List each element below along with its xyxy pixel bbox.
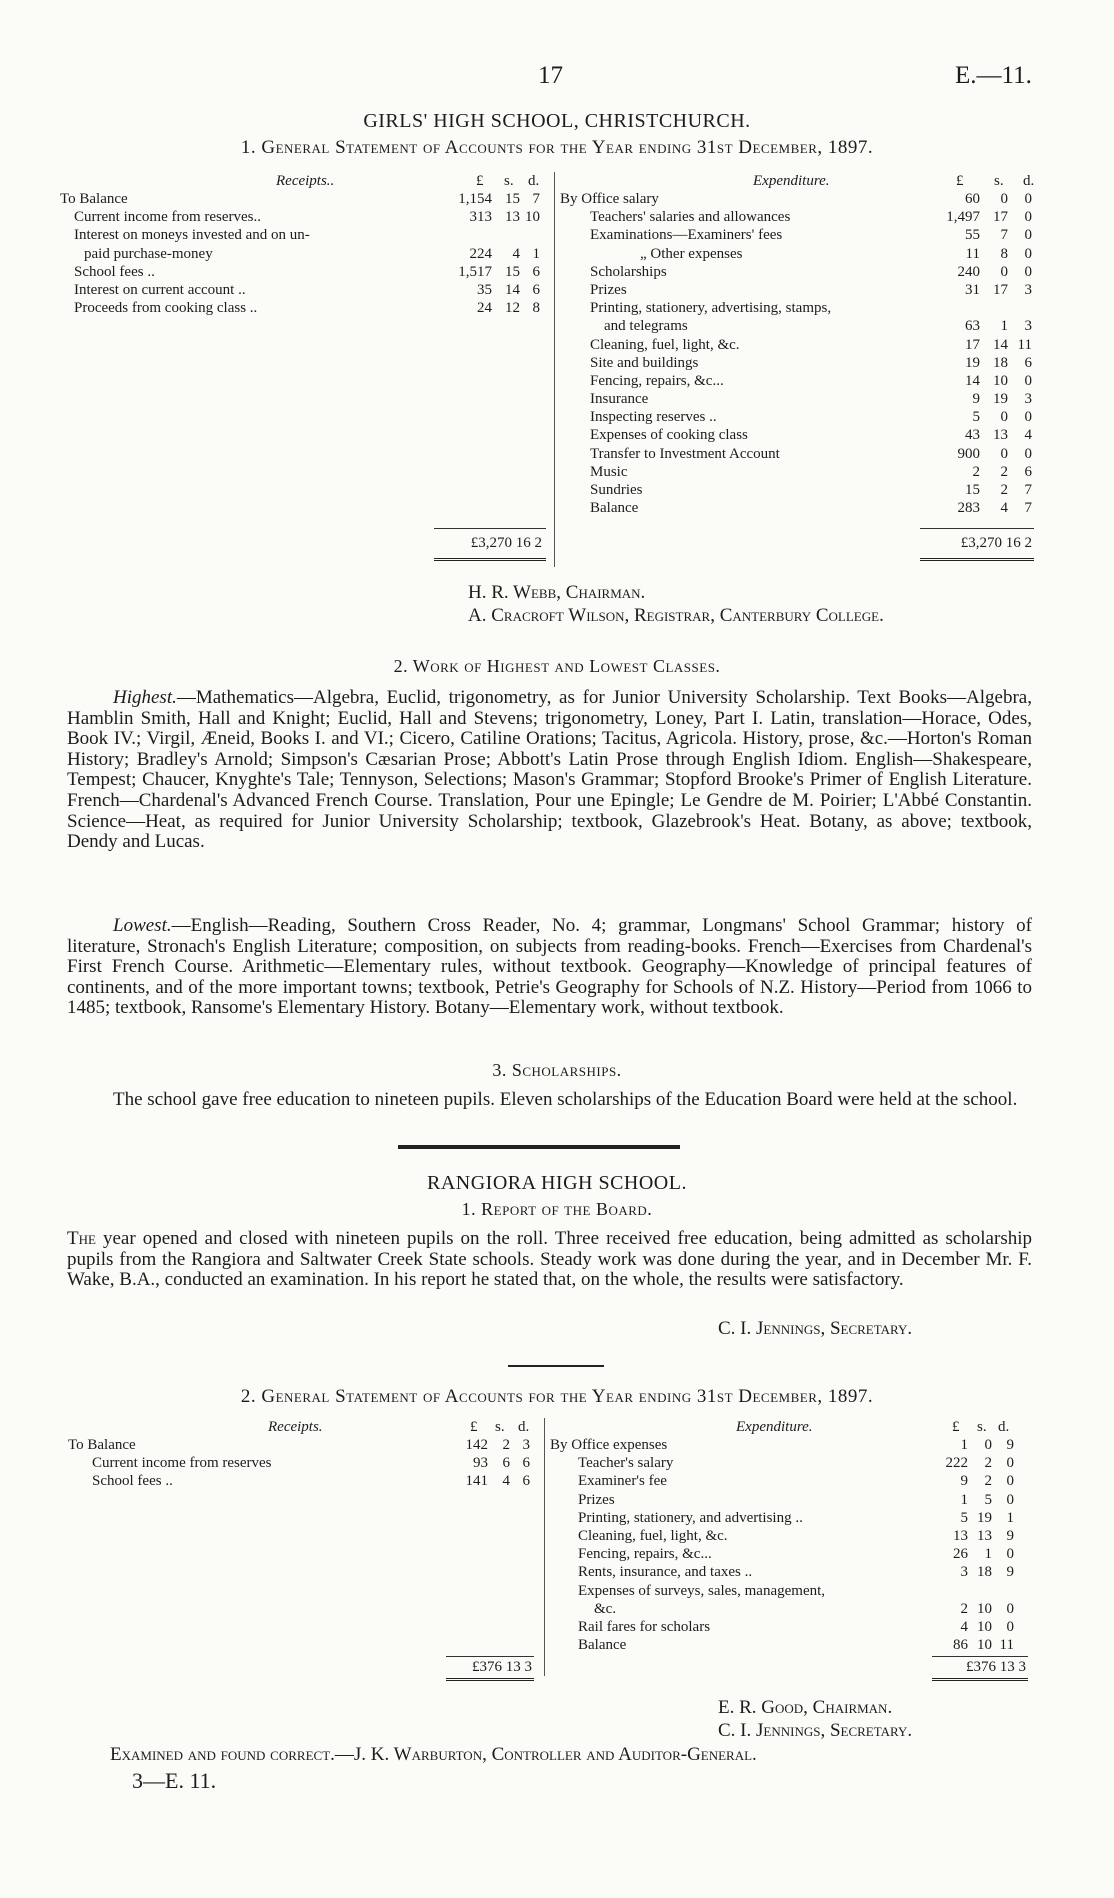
cc-exp-pence-col: d. — [1023, 173, 1035, 189]
cc-work-heading: 2. Work of Highest and Lowest Classes. — [393, 656, 721, 676]
cc-receipt-row: Interest on moneys invested and on un- — [74, 227, 310, 244]
rg-expenditure-rule — [932, 1656, 1028, 1657]
rg-receipt-row: To Balance 142 2 3 — [68, 1437, 530, 1453]
rg-receipts-total: £376 13 3 — [472, 1659, 532, 1675]
cc-expenditure-row: Insurance 9 19 3 — [590, 391, 1032, 408]
cc-receipt-row: School fees .. 1,517 15 6 — [74, 263, 540, 280]
cc-expenditure-row: and telegrams 63 1 3 — [604, 318, 1032, 335]
cc-expenditure-row: Scholarships 240 0 0 — [590, 263, 1032, 280]
sheet-mark: 3—E. 11. — [132, 1768, 217, 1793]
rangiora-report-heading: 1. Report of the Board. — [461, 1199, 653, 1219]
lowest-label: Lowest. — [113, 915, 172, 936]
rg-receipts-double-rule — [446, 1678, 534, 1681]
cc-expenditure-row: Fencing, repairs, &c... 14 10 0 — [590, 372, 1032, 389]
rg-expenditure-row: &c. 2 10 0 — [594, 1600, 1014, 1617]
cc-scholarships-heading: 3. Scholarships. — [492, 1060, 622, 1080]
rg-exp-pence-col: d. — [998, 1419, 1010, 1435]
section-divider — [398, 1145, 680, 1149]
cc-rec-shillings-col: s. — [504, 173, 514, 189]
rg-expenditure-row: By Office expenses 1 0 9 — [550, 1437, 1014, 1453]
cc-expenditure-list — [560, 190, 1060, 517]
rg-expenditure-row: Cleaning, fuel, light, &c. 13 13 9 — [578, 1527, 1014, 1544]
rg-exp-pounds-col: £ — [952, 1419, 960, 1435]
rg-expenditure-row: Printing, stationery, and advertising .. 5 19 1 — [578, 1509, 1014, 1526]
rangiora-report-paragraph: The year opened and closed with nineteen pupils on the roll. Three received free education, being admitted as scholarship pupils from the Rangiora and Saltwater Creek State schools. Steady work was done during the year, and in December Mr. F. Wake, B.A., conducted an examination. In his report he stated that, on the whole, the results were satisfactory. — [67, 1228, 1032, 1291]
rg-expenditure-heading: Expenditure. — [736, 1419, 813, 1435]
document-reference: E.—11. — [955, 62, 1032, 89]
cc-receipt-row: Interest on current account .. 35 14 6 — [74, 281, 540, 298]
cc-expenditure-rule — [920, 528, 1034, 529]
auditor-statement: Examined and found correct.—J. K. Warburton, Controller and Auditor-General. — [110, 1744, 757, 1765]
cc-expenditure-row: Prizes 31 17 3 — [590, 281, 1032, 298]
rg-column-divider — [544, 1418, 545, 1676]
cc-receipts-list — [60, 190, 550, 317]
rg-receipt-row: School fees .. 141 4 6 — [92, 1473, 530, 1490]
rg-rec-shillings-col: s. — [495, 1419, 505, 1435]
rg-expenditure-row: Examiner's fee 9 2 0 — [578, 1473, 1014, 1490]
rg-rec-pence-col: d. — [518, 1419, 530, 1435]
rg-expenditure-row: Rail fares for scholars 4 10 0 — [578, 1618, 1014, 1635]
rg-expenditure-row: Rents, insurance, and taxes .. 3 18 9 — [578, 1564, 1014, 1581]
christchurch-title: GIRLS' HIGH SCHOOL, CHRISTCHURCH. — [363, 110, 751, 132]
cc-exp-shillings-col: s. — [994, 173, 1004, 189]
rg-expenditure-list — [550, 1436, 1040, 1654]
rg-chairman-signature: E. R. Good, Chairman. — [718, 1697, 893, 1718]
rg-receipts-rule — [446, 1656, 534, 1657]
rg-expenditure-double-rule — [932, 1678, 1028, 1681]
rangiora-statement-heading: 2. General Statement of Accounts for the Year ending 31st December, 1897. — [240, 1386, 874, 1407]
rangiora-title: RANGIORA HIGH SCHOOL. — [427, 1172, 687, 1194]
cc-work-highest-paragraph: Highest.—Mathematics—Algebra, Euclid, trigonometry, as for Junior University Scholarship. Text Books—Algebra, Hamblin Smith, Hall and Knight; Euclid, Hall and Stevens; trigonometry, Loney, Part I. Latin, translation—Horace, Odes, Book IV.; Virgil, Æneid, Books I. and VI.; Cicero, Catiline Orations; Tacitus, Agricola. History, prose, &c.—Horton's Roman History; Bradley's Arnold; Simpson's Cæsarian Prose; Abbott's Latin Prose through English Idiom. English—Shakespeare, Tempest; Chaucer, Knyghte's Tale; Tennyson, Selections; Mason's Grammar; Stopford Brooke's Primer of English Literature. French—Chardenal's Advanced French Course. Translation, Pour une Epingle; Le Gendre de M. Poirier; L'Abbé Constantin. Science—Heat, as required for Junior University Scholarship; textbook, Glazebrook's Heat. Botany, as above; textbook, Dendy and Lucas. — [67, 687, 1032, 853]
cc-chairman-signature: H. R. Webb, Chairman. — [468, 582, 646, 603]
rg-receipt-row: Current income from reserves 93 6 6 — [92, 1455, 530, 1472]
rg-expenditure-row: Prizes 1 5 0 — [578, 1491, 1014, 1508]
rg-exp-shillings-col: s. — [977, 1419, 987, 1435]
rg-receipts-list — [68, 1436, 538, 1491]
cc-receipt-row: Proceeds from cooking class .. 24 12 8 — [74, 300, 540, 317]
christchurch-statement-heading: 1. General Statement of Accounts for the Year ending 31st December, 1897. — [240, 137, 874, 158]
rg-expenditure-row: Balance 86 10 11 — [578, 1637, 1014, 1654]
cc-receipt-row: Current income from reserves.. 313 13 10 — [74, 209, 540, 226]
rg-expenditure-row: Fencing, repairs, &c... 26 1 0 — [578, 1546, 1014, 1563]
rangiora-accounts-table — [68, 1418, 1048, 1678]
rg-expenditure-total: £376 13 3 — [966, 1659, 1026, 1675]
cc-rec-pounds-col: £ — [476, 173, 484, 189]
cc-expenditure-row: Expenses of cooking class 43 13 4 — [590, 427, 1032, 444]
cc-exp-pounds-col: £ — [956, 173, 964, 189]
cc-receipt-row: paid purchase-money 224 4 1 — [84, 245, 540, 262]
cc-expenditure-row: Printing, stationery, advertising, stamps, — [590, 300, 832, 317]
cc-expenditure-heading: Expenditure. — [753, 173, 830, 189]
cc-expenditure-row: Examinations—Examiners' fees 55 7 0 — [590, 227, 1032, 244]
cc-expenditure-row: Music 2 2 6 — [590, 463, 1032, 480]
cc-expenditure-row: Inspecting reserves .. 5 0 0 — [590, 409, 1032, 426]
cc-expenditure-row: By Office salary 60 0 0 — [560, 191, 1032, 207]
short-divider — [508, 1365, 604, 1367]
cc-expenditure-row: Site and buildings 19 18 6 — [590, 354, 1032, 371]
highest-label: Highest. — [113, 687, 177, 708]
rg-receipts-heading: Receipts. — [268, 1419, 323, 1435]
christchurch-accounts-table — [60, 172, 1060, 567]
cc-work-lowest-paragraph: Lowest.—English—Reading, Southern Cross Reader, No. 4; grammar, Longmans' School Grammar; history of literature, Stronach's English Literature; composition, on subjects from reading-books. French—Exercises from Chardenal's First French Course. Arithmetic—Elementary rules, without textbook. Geography—Knowledge of principal features of continents, and of the more important towns; textbook, Petrie's Geography for Schools of N.Z. History—Period from 1066 to 1485; textbook, Ransome's Elementary History. Botany—Elementary work, without textbook. — [67, 915, 1032, 1019]
cc-expenditure-total: £3,270 16 2 — [960, 535, 1032, 551]
rg-secretary-signature: C. I. Jennings, Secretary. — [718, 1720, 913, 1741]
cc-rec-pence-col: d. — [528, 173, 540, 189]
cc-registrar-signature: A. Cracroft Wilson, Registrar, Canterbury College. — [468, 605, 884, 626]
cc-expenditure-row: Teachers' salaries and allowances 1,497 17 0 — [590, 209, 1032, 226]
rangiora-report-signature: C. I. Jennings, Secretary. — [718, 1318, 913, 1339]
cc-receipt-row: To Balance 1,154 15 7 — [60, 191, 540, 207]
cc-receipts-heading: Receipts.. — [276, 173, 335, 189]
rg-rec-pounds-col: £ — [470, 1419, 478, 1435]
cc-receipts-total: £3,270 16 2 — [470, 535, 542, 551]
rg-expenditure-row: Teacher's salary 222 2 0 — [578, 1455, 1014, 1472]
cc-receipts-rule — [434, 528, 546, 529]
cc-receipts-double-rule — [434, 558, 546, 561]
cc-expenditure-row: Cleaning, fuel, light, &c. 17 14 11 — [590, 336, 1032, 353]
rg-expenditure-row: Expenses of surveys, sales, management, — [578, 1582, 826, 1599]
cc-expenditure-row: „ Other expenses 11 8 0 — [640, 245, 1032, 262]
cc-expenditure-row: Sundries 15 2 7 — [590, 482, 1032, 498]
cc-scholarships-paragraph: The school gave free education to nineteen pupils. Eleven scholarships of the Education Board were held at the school. — [113, 1089, 1018, 1110]
cc-expenditure-row: Transfer to Investment Account 900 0 0 — [590, 445, 1032, 462]
cc-expenditure-row: Balance 283 4 7 — [590, 500, 1032, 517]
cc-column-divider — [554, 172, 555, 567]
page-number: 17 — [538, 62, 563, 89]
cc-expenditure-double-rule — [920, 558, 1034, 561]
